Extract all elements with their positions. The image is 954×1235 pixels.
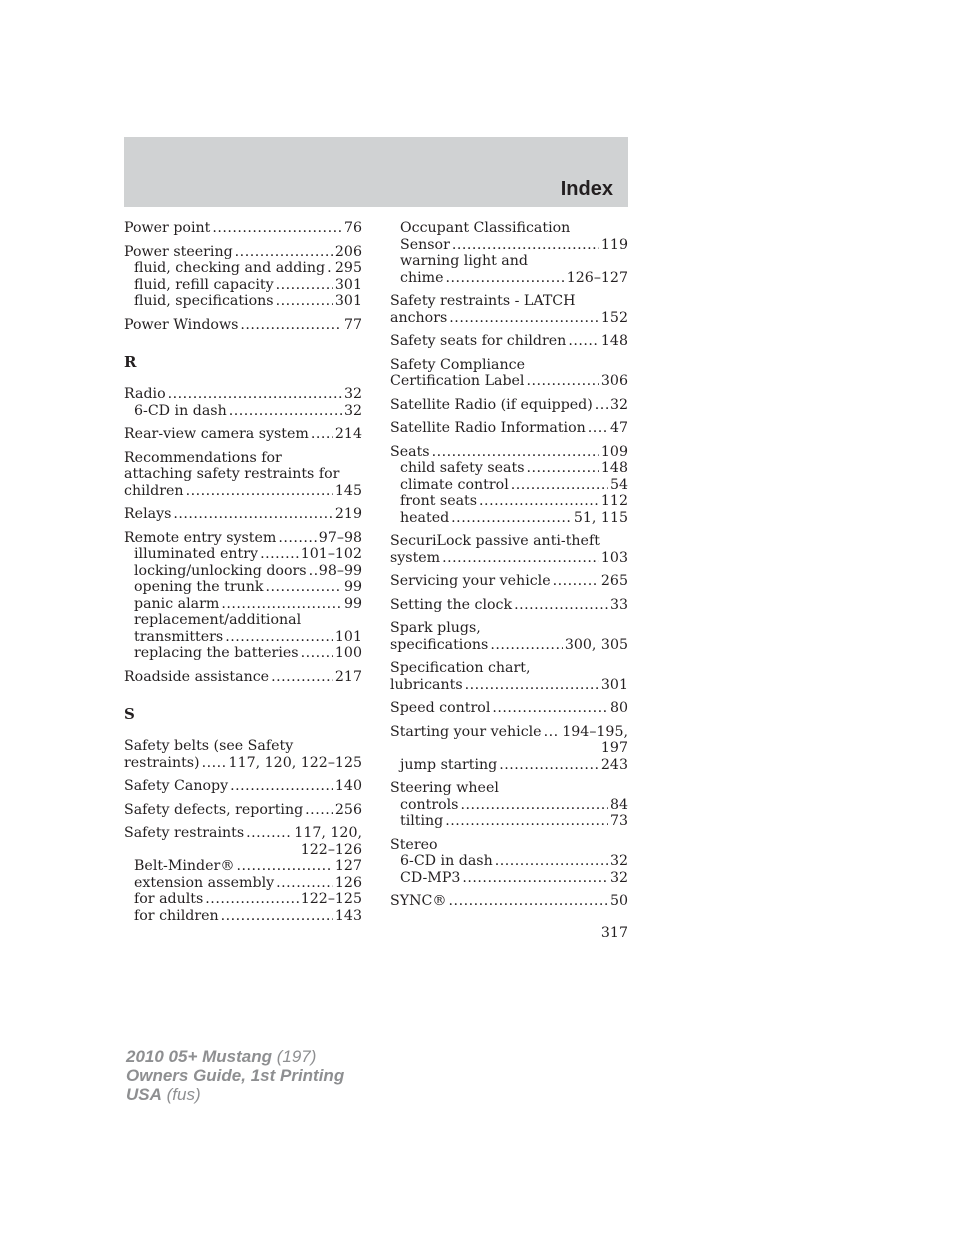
index-line — [124, 755, 362, 772]
dot-leader — [271, 669, 333, 686]
index-line — [390, 293, 628, 310]
entry-text: chime — [400, 269, 444, 286]
page-ref: 197 — [600, 740, 628, 756]
page-ref: 101 — [334, 628, 362, 645]
entry-text: Satellite Radio Information — [390, 420, 586, 436]
entry-text: Safety restraints - LATCH — [390, 293, 576, 309]
entry-text: children — [124, 482, 184, 499]
index-line — [390, 573, 628, 590]
index-line — [124, 483, 362, 500]
dot-leader — [449, 893, 608, 910]
index-subentry — [124, 277, 362, 294]
page-ref: 73 — [609, 813, 628, 829]
page-ref: 100 — [334, 645, 362, 661]
dot-leader — [553, 573, 599, 590]
dot-leader — [544, 724, 561, 741]
index-entry — [124, 220, 362, 237]
entry-text: Certification Label — [390, 373, 525, 389]
dot-leader — [462, 870, 608, 887]
index-line — [390, 397, 628, 414]
entry-text: child safety seats — [400, 460, 525, 476]
index-subentry — [124, 596, 362, 613]
entry-text: Starting your vehicle — [390, 723, 542, 740]
index-subentry — [390, 493, 628, 510]
footer-model-code: (197) — [276, 1047, 317, 1066]
entry-text: Sensor — [400, 236, 450, 253]
page-title: Index — [560, 178, 613, 200]
index-line — [124, 738, 362, 755]
index-line — [390, 310, 628, 327]
page-ref: 306 — [600, 373, 628, 389]
dot-leader — [246, 825, 292, 842]
dot-leader — [276, 277, 333, 294]
dot-leader — [278, 530, 316, 547]
page-ref: 214 — [334, 426, 362, 442]
dot-leader — [526, 460, 598, 477]
index-subentry — [124, 612, 362, 629]
dot-leader — [229, 403, 342, 420]
footer-model: 2010 05+ Mustang — [126, 1047, 272, 1066]
page-ref: 126 — [334, 874, 362, 891]
entry-text: restraints) — [124, 754, 200, 771]
page-ref: 219 — [334, 506, 362, 522]
index-entry — [390, 357, 628, 390]
index-entry — [390, 533, 628, 566]
index-line — [124, 669, 362, 686]
dot-leader — [452, 237, 599, 254]
dot-leader — [309, 563, 317, 580]
dot-leader — [514, 597, 608, 614]
index-subentry — [124, 891, 362, 908]
dot-leader — [460, 797, 607, 814]
footer-market: USA — [126, 1085, 162, 1104]
index-subentry — [390, 477, 628, 494]
entry-text: Steering wheel — [390, 780, 499, 796]
index-line — [390, 550, 628, 567]
dot-leader — [173, 506, 333, 523]
entry-text: 6-CD in dash — [400, 853, 493, 869]
page-ref: 148 — [600, 460, 628, 476]
index-line — [390, 533, 628, 550]
dot-leader — [465, 677, 599, 694]
entry-text: Relays — [124, 506, 172, 522]
index-line — [124, 450, 362, 467]
footer-guide: Owners Guide, 1st Printing — [126, 1066, 345, 1085]
entry-text: lubricants — [390, 676, 463, 693]
index-subentry — [390, 237, 628, 254]
dot-leader — [260, 546, 299, 563]
entry-text: fluid, refill capacity — [134, 276, 274, 293]
index-subentry — [124, 579, 362, 596]
entry-text: Satellite Radio (if equipped) — [390, 396, 593, 413]
entry-text: climate control — [400, 476, 509, 493]
dot-leader — [276, 293, 333, 310]
dot-leader — [186, 483, 333, 500]
entry-text: locking/unlocking doors — [134, 562, 307, 579]
dot-leader — [449, 310, 599, 327]
index-column-right — [390, 220, 628, 917]
entry-text: Belt-Minder® — [134, 858, 235, 874]
entry-text: system — [390, 549, 441, 566]
dot-leader — [451, 510, 572, 527]
entry-text: heated — [400, 509, 450, 526]
dot-leader — [311, 426, 333, 443]
index-entry — [390, 597, 628, 614]
dot-leader — [327, 260, 333, 277]
index-line — [390, 597, 628, 614]
page-ref: 140 — [334, 778, 362, 794]
entry-text: Remote entry system — [124, 529, 277, 546]
index-entry — [124, 825, 362, 924]
page-ref: 143 — [334, 907, 362, 924]
entry-text: Radio — [124, 386, 166, 402]
page-ref: 32 — [609, 853, 628, 869]
index-entry — [390, 837, 628, 887]
index-entry — [390, 573, 628, 590]
index-subentry — [390, 757, 628, 774]
entry-text: Safety belts (see Safety — [124, 738, 294, 754]
index-subentry — [124, 645, 362, 662]
page-ref: 84 — [609, 796, 628, 813]
dot-leader — [432, 444, 599, 461]
dot-leader — [221, 596, 342, 613]
entry-text: fluid, specifications — [134, 293, 274, 309]
page-number: 317 — [600, 925, 628, 941]
entry-text: opening the trunk — [134, 579, 264, 595]
footer-market-code: (fus) — [166, 1085, 201, 1104]
index-subentry — [124, 858, 362, 875]
dot-leader — [445, 270, 564, 287]
index-subentry — [124, 260, 362, 277]
dot-leader — [588, 420, 608, 437]
entry-text: Servicing your vehicle — [390, 573, 551, 589]
index-subentry — [124, 403, 362, 420]
entry-text: panic alarm — [134, 595, 220, 612]
entry-text: fluid, checking and adding — [134, 260, 326, 276]
index-subentry — [390, 813, 628, 830]
index-line — [390, 333, 628, 350]
dot-leader — [595, 397, 608, 414]
entry-text: extension assembly — [134, 874, 275, 891]
index-line — [124, 778, 362, 795]
index-line — [390, 420, 628, 437]
index-entry — [390, 397, 628, 414]
index-line — [390, 780, 628, 797]
dot-leader — [240, 317, 342, 334]
page-ref: 117, 120, — [294, 825, 362, 841]
entry-text: illuminated entry — [134, 546, 259, 562]
index-entry — [124, 386, 362, 419]
index-line — [124, 825, 362, 842]
dot-leader — [212, 220, 342, 237]
page-ref: 265 — [600, 573, 628, 589]
page-ref: 112 — [600, 493, 628, 509]
index-subentry — [124, 563, 362, 580]
index-entry — [124, 669, 362, 686]
index-entry — [390, 444, 628, 527]
index-line — [390, 637, 628, 654]
index-line — [124, 386, 362, 403]
index-line — [124, 530, 362, 547]
page-ref: 145 — [334, 482, 362, 499]
index-entry — [124, 244, 362, 310]
entry-text: Power Windows — [124, 316, 239, 333]
entry-text: Power point — [124, 220, 211, 236]
entry-text: Speed control — [390, 700, 491, 716]
index-line — [124, 220, 362, 237]
entry-text: front seats — [400, 493, 478, 509]
page-ref: 300, 305 — [564, 636, 628, 653]
page-ref: 301 — [334, 293, 362, 309]
page-ref: 32 — [609, 396, 628, 413]
index-entry — [390, 620, 628, 653]
index-entry — [124, 317, 362, 334]
page-ref: 32 — [343, 386, 362, 402]
index-entry — [124, 450, 362, 500]
index-subentry — [124, 546, 362, 563]
page-ref: 206 — [334, 243, 362, 260]
index-line — [390, 660, 628, 677]
entry-text: SYNC® — [390, 893, 447, 909]
dot-leader — [202, 755, 227, 772]
entry-text: Rear-view camera system — [124, 426, 309, 442]
dot-leader — [168, 386, 342, 403]
dot-leader — [301, 645, 333, 662]
dot-leader — [276, 875, 333, 892]
entry-text: SecuriLock passive anti-theft — [390, 533, 600, 549]
page-ref: 301 — [334, 276, 362, 293]
page-ref: 127 — [334, 858, 362, 874]
index-subentry — [124, 629, 362, 646]
entry-text: tilting — [400, 813, 444, 829]
dot-leader — [235, 244, 333, 261]
index-entry — [390, 220, 628, 286]
entry-text: Recommendations for — [124, 449, 282, 466]
index-subentry — [390, 460, 628, 477]
entry-text: 6-CD in dash — [134, 402, 227, 419]
index-entry — [390, 700, 628, 717]
index-line — [124, 802, 362, 819]
index-subentry — [390, 853, 628, 870]
index-entry — [390, 780, 628, 830]
dot-leader — [445, 813, 608, 830]
index-line — [390, 620, 628, 637]
page-ref: 97–98 — [318, 529, 362, 546]
dot-leader — [225, 629, 333, 646]
index-subentry — [390, 220, 628, 237]
section-letter: S — [124, 705, 135, 723]
page-ref: 51, 115 — [573, 509, 628, 526]
index-subentry — [390, 253, 628, 270]
entry-text: Safety restraints — [124, 825, 245, 841]
index-subentry — [124, 875, 362, 892]
index-line — [390, 677, 628, 694]
page-ref: 80 — [609, 700, 628, 716]
index-line — [124, 842, 362, 859]
index-entry — [124, 506, 362, 523]
index-subentry — [124, 908, 362, 925]
page-ref: 122–126 — [300, 841, 362, 858]
page-ref: 152 — [600, 309, 628, 326]
index-line — [124, 466, 362, 483]
index-line — [390, 893, 628, 910]
index-line — [390, 837, 628, 854]
entry-text: Safety Canopy — [124, 778, 229, 794]
page-ref: 99 — [343, 595, 362, 612]
entry-text: Safety defects, reporting — [124, 801, 304, 818]
index-subentry — [390, 870, 628, 887]
page-ref: 101–102 — [300, 546, 362, 562]
dot-leader — [305, 802, 333, 819]
index-line — [124, 317, 362, 334]
entry-text: attaching safety restraints for — [124, 466, 340, 482]
entry-text: CD-MP3 — [400, 869, 461, 886]
page-ref: 148 — [600, 333, 628, 349]
entry-text: anchors — [390, 309, 448, 326]
page-ref: 256 — [334, 801, 362, 818]
dot-leader — [568, 333, 599, 350]
index-entry — [390, 724, 628, 774]
page-ref: 119 — [600, 236, 628, 253]
page-ref: 33 — [609, 596, 628, 613]
page-ref: 77 — [343, 316, 362, 333]
page-ref: 99 — [343, 579, 362, 595]
entry-text: for children — [134, 907, 219, 924]
index-subentry — [390, 797, 628, 814]
page-ref: 47 — [609, 420, 628, 436]
page-ref: 126–127 — [566, 269, 628, 286]
entry-text: for adults — [134, 891, 204, 907]
page-ref: 301 — [600, 676, 628, 693]
entry-text: Occupant Classification — [400, 220, 571, 236]
page-ref: 243 — [600, 756, 628, 773]
index-line — [390, 357, 628, 374]
dot-leader — [511, 477, 608, 494]
index-line — [390, 444, 628, 461]
index-subentry — [390, 510, 628, 527]
page-ref: 295 — [334, 260, 362, 276]
index-entry — [124, 778, 362, 795]
index-entry — [390, 293, 628, 326]
entry-text: warning light and — [400, 253, 528, 269]
index-line — [390, 740, 628, 757]
entry-text: Safety Compliance — [390, 356, 525, 373]
page-ref: 122–125 — [300, 891, 362, 907]
index-subentry — [124, 293, 362, 310]
entry-text: Stereo — [390, 836, 438, 853]
dot-leader — [526, 373, 598, 390]
index-line — [124, 244, 362, 261]
index-entry — [390, 420, 628, 437]
dot-leader — [230, 778, 333, 795]
index-entry — [390, 660, 628, 693]
entry-text: transmitters — [134, 628, 224, 645]
entry-text: jump starting — [400, 756, 498, 773]
index-entry — [124, 530, 362, 662]
index-line — [124, 426, 362, 443]
dot-leader — [237, 858, 333, 875]
dot-leader — [499, 757, 599, 774]
index-entry — [390, 333, 628, 350]
page-ref: 76 — [343, 220, 362, 236]
index-entry — [390, 893, 628, 910]
page-ref: 217 — [334, 668, 362, 685]
page-ref: 32 — [343, 402, 362, 419]
index-column-left — [124, 220, 362, 931]
page-ref: 54 — [609, 476, 628, 493]
entry-text: Roadside assistance — [124, 668, 270, 685]
dot-leader — [205, 891, 298, 908]
page-ref: 117, 120, 122–125 — [228, 754, 362, 771]
dot-leader — [479, 493, 599, 510]
dot-leader — [490, 637, 563, 654]
page-ref: 103 — [600, 549, 628, 566]
index-entry — [124, 738, 362, 771]
page-ref: 98–99 — [318, 562, 362, 579]
page-ref: 194–195, — [562, 723, 628, 740]
entry-text: replacement/additional — [134, 612, 302, 628]
index-entry — [124, 426, 362, 443]
index-line — [390, 700, 628, 717]
dot-leader — [266, 579, 342, 596]
index-line — [124, 506, 362, 523]
entry-text: specifications — [390, 636, 489, 653]
dot-leader — [492, 700, 608, 717]
dot-leader — [442, 550, 599, 567]
entry-text: controls — [400, 796, 459, 813]
entry-text: Spark plugs, — [390, 620, 481, 636]
entry-text: replacing the batteries — [134, 645, 299, 661]
entry-text: Seats — [390, 443, 430, 460]
footer — [126, 1047, 344, 1104]
header-band — [124, 137, 628, 207]
entry-text: Specification chart, — [390, 660, 531, 676]
index-line — [390, 724, 628, 741]
entry-text: Power steering — [124, 243, 233, 260]
dot-leader — [495, 853, 608, 870]
entry-text: Safety seats for children — [390, 333, 567, 349]
index-line — [390, 373, 628, 390]
index-subentry — [390, 270, 628, 287]
page-ref: 109 — [600, 443, 628, 460]
section-letter: R — [124, 353, 137, 371]
dot-leader — [221, 908, 333, 925]
page-ref: 50 — [609, 893, 628, 909]
entry-text: Setting the clock — [390, 596, 513, 613]
page-ref: 32 — [609, 869, 628, 886]
index-entry — [124, 802, 362, 819]
